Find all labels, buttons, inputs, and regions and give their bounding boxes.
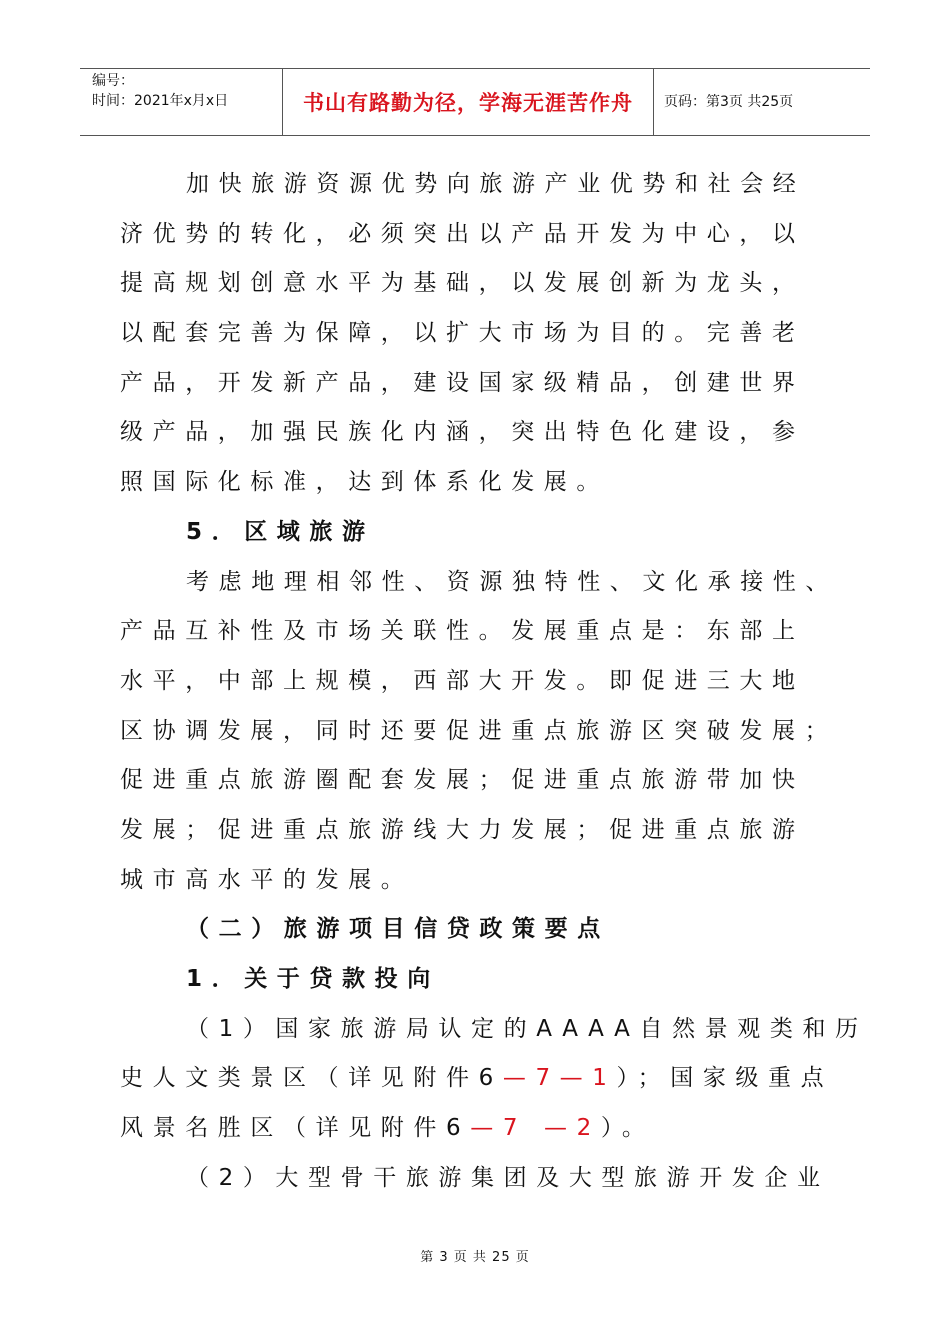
document-body <box>120 160 868 1203</box>
body-line: 济优势的转化，必须突出以产品开发为中心，以 <box>120 220 805 247</box>
appendix-reference: —7—1 <box>502 1065 617 1092</box>
document-time-label: 时间：2021年x月x日 <box>92 93 229 109</box>
body-line: 以配套完善为保障，以扩大市场为目的。完善老 <box>120 320 805 347</box>
page-header <box>80 68 870 136</box>
body-line-with-appendix-ref <box>120 1054 860 1104</box>
header-page-cell <box>654 69 870 135</box>
header-motto-cell <box>282 69 654 135</box>
body-line: 照国际化标准，达到体系化发展。 <box>120 469 609 496</box>
appendix-reference: —7 —2 <box>470 1115 601 1142</box>
body-line: 促进重点旅游圈配套发展；促进重点旅游带加快 <box>120 767 805 794</box>
section-heading-regional-tourism: 5．区域旅游 <box>186 518 375 545</box>
body-line-text: ）；国家级重点 <box>616 1065 834 1092</box>
body-line: 发展；促进重点旅游线大力发展；促进重点旅游 <box>120 816 805 843</box>
section-heading-credit-policy: （二）旅游项目信贷政策要点 <box>186 916 610 943</box>
body-line: （2）大型骨干旅游集团及大型旅游开发企业 <box>186 1164 830 1191</box>
body-line: 提高规划创意水平为基础，以发展创新为龙头， <box>120 270 805 297</box>
body-line: 考虑地理相邻性、资源独特性、文化承接性、 <box>186 568 838 595</box>
page-footer: 第 3 页 共 25 页 <box>420 1250 530 1265</box>
body-line: 产品互补性及市场关联性。发展重点是：东部上 <box>120 618 805 645</box>
body-line: （1）国家旅游局认定的AAAA自然景观类和历 <box>186 1015 868 1042</box>
body-line-text: 风景名胜区（详见附件6 <box>120 1115 471 1142</box>
body-line: 加快旅游资源优势向旅游产业优势和社会经 <box>186 171 806 197</box>
body-line-text: ）。 <box>600 1115 655 1142</box>
header-meta <box>80 69 282 135</box>
body-line: 级产品，加强民族化内涵，突出特色化建设，参 <box>120 419 805 446</box>
document-number-label: 编号： <box>92 73 134 89</box>
body-line: 产品，开发新产品，建设国家级精品，创建世界 <box>120 369 805 396</box>
body-line: 区协调发展，同时还要促进重点旅游区突破发展； <box>120 717 838 744</box>
header-motto: 书山有路勤为径，学海无涯苦作舟 <box>303 91 633 115</box>
body-line-text: 史人文类景区（详见附件6 <box>120 1065 503 1092</box>
body-line-with-appendix-ref <box>120 1104 860 1154</box>
body-line: 水平，中部上规模，西部大开发。即促进三大地 <box>120 667 805 694</box>
body-line: 城市高水平的发展。 <box>120 866 414 893</box>
header-page-info: 页码：第3页 共25页 <box>664 94 794 110</box>
section-heading-loan-direction: 1．关于贷款投向 <box>186 966 440 992</box>
